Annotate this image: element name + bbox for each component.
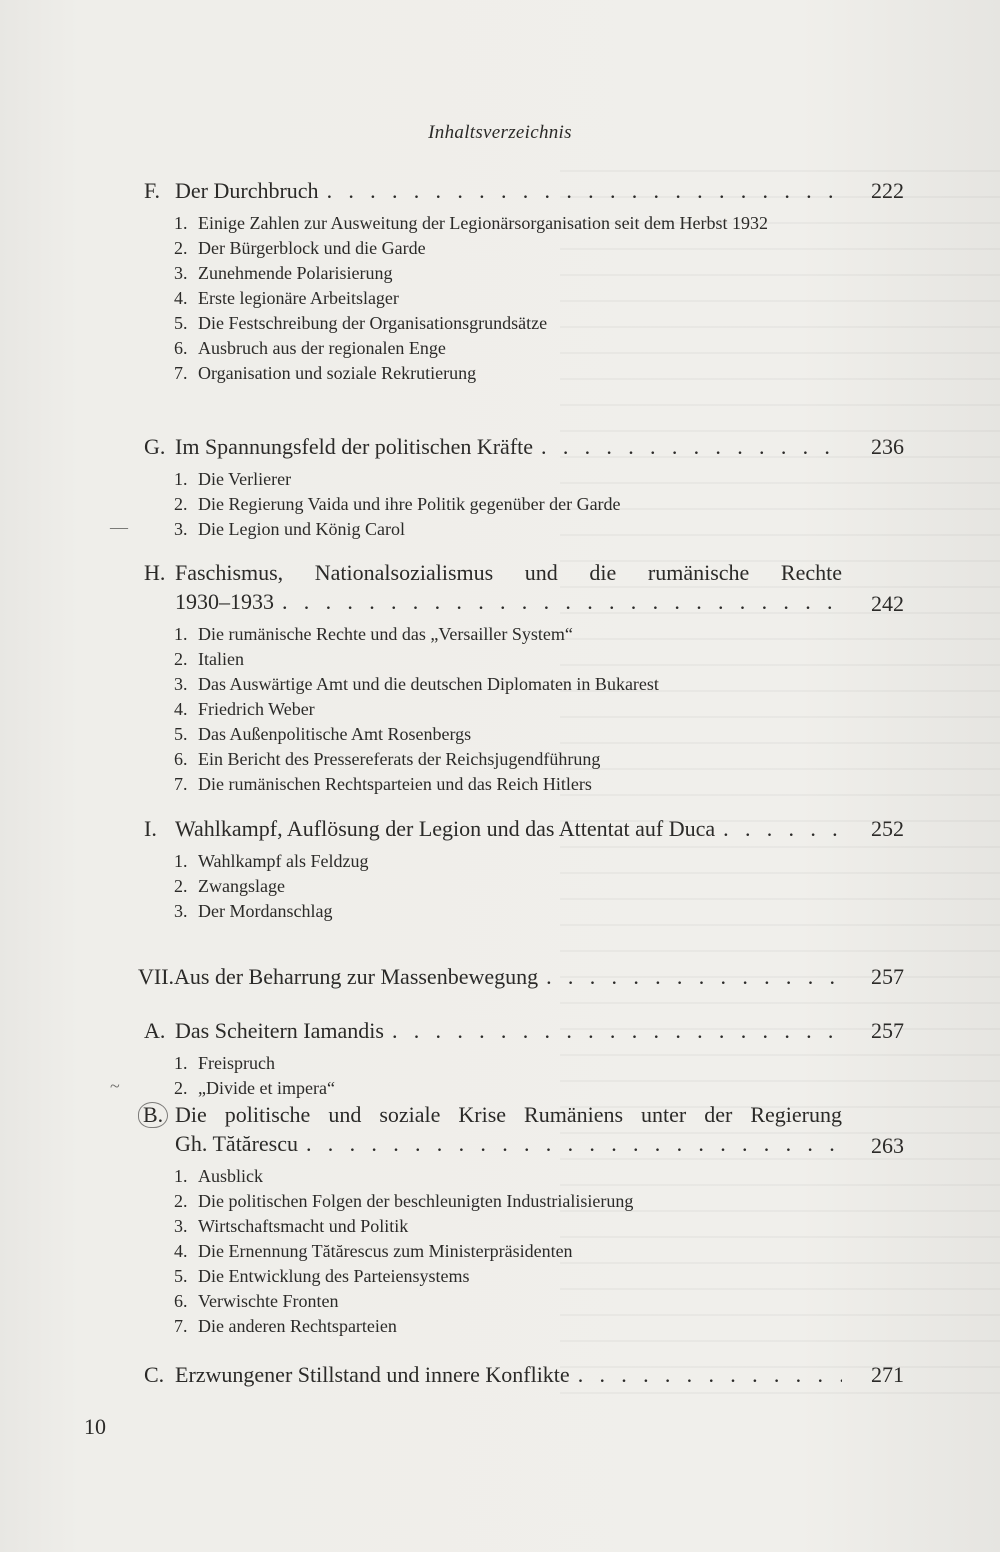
subsection-item[interactable] xyxy=(174,1239,842,1264)
heading-text: Aus der Beharrung zur Massenbewegung xyxy=(174,964,539,989)
page-number: 222 xyxy=(871,178,904,203)
section-label: VII. xyxy=(138,964,175,989)
section-label: G. xyxy=(144,434,166,459)
subsection-title: Die Regierung Vaida und ihre Politik gegenüber der Garde xyxy=(198,494,621,514)
heading-line xyxy=(175,1016,842,1045)
subsection-item[interactable] xyxy=(174,467,842,492)
subsection-title: Italien xyxy=(198,649,244,669)
subsection-title: Die rumänischen Rechtsparteien und das Reich Hitlers xyxy=(198,774,592,794)
subsection-number: 1. xyxy=(174,1053,188,1073)
subsection-item[interactable] xyxy=(174,1289,842,1314)
leader-dots xyxy=(327,176,842,205)
heading-line xyxy=(174,962,842,991)
subsection-number: 2. xyxy=(174,649,188,669)
subsection-number: 2. xyxy=(174,238,188,258)
section-label: F. xyxy=(144,178,160,203)
page-folio: 10 xyxy=(84,1414,106,1439)
subsection-number: 6. xyxy=(174,749,188,769)
subsection-title: Zwangslage xyxy=(198,876,285,896)
subsection-title: Das Außenpolitische Amt Rosenbergs xyxy=(198,724,472,744)
toc-section[interactable] xyxy=(0,814,1000,924)
subsection-title: Zunehmende Polarisierung xyxy=(198,263,393,283)
page-number: 257 xyxy=(871,1018,904,1043)
page-number: 263 xyxy=(871,1133,904,1158)
leader-dots xyxy=(282,587,842,616)
subsection-number: 4. xyxy=(174,699,188,719)
subsection-title: Die rumänische Rechte und das „Versailler System“ xyxy=(198,624,573,644)
subsection-number: 3. xyxy=(174,519,188,539)
page-number: 236 xyxy=(871,434,904,459)
subsection-title: Wirtschaftsmacht und Politik xyxy=(198,1216,409,1236)
section-label xyxy=(144,1100,168,1129)
subsection-item[interactable] xyxy=(174,1189,842,1214)
heading-text: Das Scheitern Iamandis xyxy=(175,1018,384,1043)
subsection-title: Erste legionäre Arbeitslager xyxy=(198,288,399,308)
subsection-number: 5. xyxy=(174,1266,188,1286)
subsection-item[interactable] xyxy=(174,697,842,722)
heading-line: Faschismus, Nationalsozialismus und die rumänische Rechte xyxy=(175,560,842,585)
heading-text: Im Spannungsfeld der politischen Kräfte xyxy=(175,434,534,459)
subsection-item[interactable] xyxy=(174,622,842,647)
subsection-item[interactable] xyxy=(174,772,842,797)
heading-line xyxy=(175,176,842,205)
subsection-number: 2. xyxy=(174,876,188,896)
section-heading xyxy=(175,176,842,205)
subsection-number: 1. xyxy=(174,213,188,233)
subsection-title: „Divide et impera“ xyxy=(198,1078,335,1098)
section-heading xyxy=(175,1016,842,1045)
toc-section[interactable] xyxy=(0,1360,1000,1389)
subsection-item[interactable] xyxy=(174,361,842,386)
subsection-number: 1. xyxy=(174,469,188,489)
page-number: 242 xyxy=(871,591,904,616)
subsection-item[interactable] xyxy=(174,747,842,772)
subsection-item[interactable] xyxy=(174,261,842,286)
heading-text: Der Durchbruch xyxy=(175,178,319,203)
section-label: C. xyxy=(144,1362,165,1387)
subsection-number: 3. xyxy=(174,1216,188,1236)
subsection-number: 6. xyxy=(174,338,188,358)
subsection-title: Die Legion und König Carol xyxy=(198,519,405,539)
subsection-number: 3. xyxy=(174,263,188,283)
leader-dots xyxy=(541,432,842,461)
subsection-item[interactable] xyxy=(174,899,842,924)
section-heading xyxy=(175,1100,842,1158)
subsection-item[interactable] xyxy=(174,311,842,336)
subsection-number: 2. xyxy=(174,1078,188,1098)
subsection-title: Die Verlierer xyxy=(198,469,292,489)
subsection-title: Die Festschreibung der Organisationsgrundsätze xyxy=(198,313,548,333)
subsection-list xyxy=(174,849,842,924)
page-number: 271 xyxy=(871,1362,904,1387)
subsection-item[interactable] xyxy=(174,236,842,261)
subsection-title: Der Mordanschlag xyxy=(198,901,333,921)
subsection-title: Wahlkampf als Feldzug xyxy=(198,851,369,871)
subsection-number: 7. xyxy=(174,774,188,794)
subsection-item[interactable]: 3. Die Legion und König Carol — xyxy=(174,517,842,542)
section-label: A. xyxy=(144,1018,166,1043)
section-heading xyxy=(175,814,842,843)
heading-text: Gh. Tătărescu xyxy=(175,1131,298,1156)
subsection-title: Die politischen Folgen der beschleunigten Industrialisierung xyxy=(198,1191,634,1211)
subsection-number: 7. xyxy=(174,363,188,383)
page-number: 252 xyxy=(871,816,904,841)
subsection-title: Ausblick xyxy=(198,1166,263,1186)
subsection-title: Ausbruch aus der regionalen Enge xyxy=(198,338,446,358)
heading-text: 1930–1933 xyxy=(175,589,274,614)
leader-dots xyxy=(306,1129,842,1158)
subsection-list xyxy=(174,622,842,797)
heading-line xyxy=(175,432,842,461)
subsection-item[interactable] xyxy=(174,849,842,874)
subsection-number: 4. xyxy=(174,288,188,308)
subsection-item[interactable] xyxy=(174,1314,842,1339)
section-heading xyxy=(175,1360,842,1389)
toc-section[interactable] xyxy=(0,558,1000,797)
section-label: I. xyxy=(144,816,157,841)
section-heading xyxy=(175,558,842,616)
subsection-item[interactable] xyxy=(174,1214,842,1239)
subsection-item[interactable] xyxy=(174,647,842,672)
subsection-number: 1. xyxy=(174,1166,188,1186)
subsection-item[interactable] xyxy=(174,874,842,899)
subsection-number: 3. xyxy=(174,674,188,694)
heading-text: Erzwungener Stillstand und innere Konflikte xyxy=(175,1362,570,1387)
toc-section[interactable] xyxy=(0,1016,1000,1101)
subsection-number: 5. xyxy=(174,724,188,744)
subsection-number: 7. xyxy=(174,1316,188,1336)
section-heading xyxy=(174,962,842,991)
toc-section[interactable] xyxy=(0,1100,1000,1339)
subsection-title: Verwischte Fronten xyxy=(198,1291,339,1311)
subsection-list xyxy=(110,467,842,542)
subsection-number: 6. xyxy=(174,1291,188,1311)
subsection-number: 2. xyxy=(174,494,188,514)
section-heading xyxy=(175,432,842,461)
subsection-item[interactable] xyxy=(174,1164,842,1189)
toc-section[interactable] xyxy=(0,176,1000,386)
leader-dots xyxy=(392,1016,842,1045)
subsection-number: 1. xyxy=(174,851,188,871)
heading-line xyxy=(175,587,842,616)
subsection-number: 1. xyxy=(174,624,188,644)
subsection-number: 3. xyxy=(174,901,188,921)
subsection-item[interactable] xyxy=(174,286,842,311)
heading-line xyxy=(175,1129,842,1158)
subsection-item[interactable] xyxy=(174,722,842,747)
subsection-item[interactable] xyxy=(174,672,842,697)
page-number: 257 xyxy=(871,964,904,989)
leader-dots xyxy=(723,814,842,843)
toc-section[interactable] xyxy=(0,432,1000,542)
heading-line: Die politische und soziale Krise Rumäniens unter der Regierung xyxy=(175,1102,842,1127)
subsection-number: 2. xyxy=(174,1191,188,1211)
subsection-item[interactable] xyxy=(174,211,842,236)
subsection-item[interactable] xyxy=(174,1264,842,1289)
subsection-title: Friedrich Weber xyxy=(198,699,315,719)
subsection-list xyxy=(174,211,842,386)
running-head: Inhaltsverzeichnis xyxy=(428,122,572,143)
subsection-item[interactable]: 2. „Divide et impera“ ~ xyxy=(174,1076,842,1101)
subsection-title: Einige Zahlen zur Ausweitung der Legionärsorganisation seit dem Herbst 1932 xyxy=(198,213,769,233)
heading-line xyxy=(175,814,842,843)
subsection-list xyxy=(174,1164,842,1339)
subsection-title: Ein Bericht des Pressereferats der Reichsjugendführung xyxy=(198,749,601,769)
subsection-list xyxy=(110,1051,842,1101)
heading-text: Wahlkampf, Auflösung der Legion und das Attentat auf Duca xyxy=(175,816,716,841)
toc-section[interactable] xyxy=(0,962,1000,991)
subsection-title: Die anderen Rechtsparteien xyxy=(198,1316,397,1336)
subsection-title: Freispruch xyxy=(198,1053,275,1073)
subsection-title: Das Auswärtige Amt und die deutschen Diplomaten in Bukarest xyxy=(198,674,659,694)
subsection-number: 4. xyxy=(174,1241,188,1261)
subsection-title: Die Entwicklung des Parteiensystems xyxy=(198,1266,470,1286)
handwritten-circle-mark: B. xyxy=(138,1102,168,1128)
section-label: H. xyxy=(144,560,166,585)
subsection-title: Organisation und soziale Rekrutierung xyxy=(198,363,477,383)
heading-line xyxy=(175,1360,842,1389)
subsection-title: Der Bürgerblock und die Garde xyxy=(198,238,426,258)
subsection-item[interactable] xyxy=(174,1051,842,1076)
subsection-item[interactable] xyxy=(174,336,842,361)
leader-dots xyxy=(546,962,842,991)
subsection-number: 5. xyxy=(174,313,188,333)
subsection-title: Die Ernennung Tătărescus zum Ministerpräsidenten xyxy=(198,1241,573,1261)
leader-dots xyxy=(578,1360,842,1389)
subsection-item[interactable] xyxy=(174,492,842,517)
